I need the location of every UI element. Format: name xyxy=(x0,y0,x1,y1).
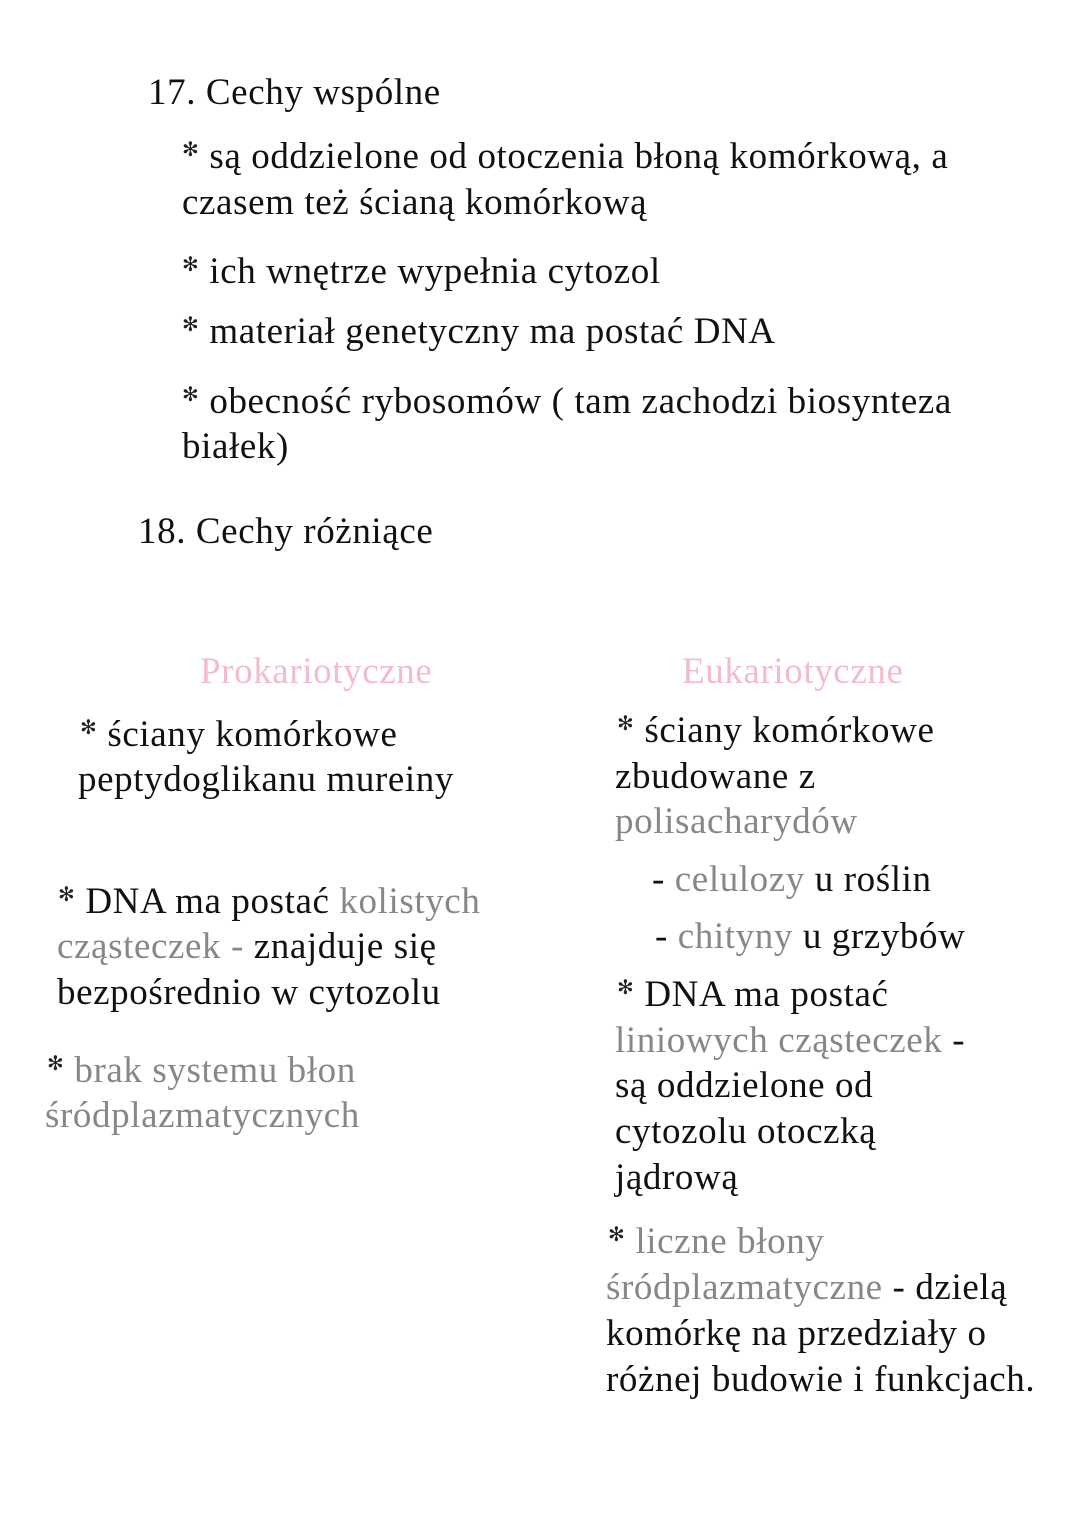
euk-item-1-sub-2 xyxy=(655,914,965,960)
highlight: kolistych xyxy=(339,881,481,922)
common-item-1-line-1: ✻ są oddzielone od otoczenia błoną komórkową, a xyxy=(182,134,948,185)
euk-item-2-line-4: cytozolu otoczką xyxy=(615,1111,877,1152)
highlight: liniowych cząsteczek xyxy=(615,1020,943,1061)
euk-item-1-sub-1 xyxy=(652,857,932,903)
prok-item-2-line-3: bezpośrednio w cytozolu xyxy=(57,972,441,1013)
prok-item-1-line-1: ✻ ściany komórkowe xyxy=(80,712,397,763)
highlight: chityny xyxy=(677,916,793,957)
euk-item-2-line-1: ✻ DNA ma postać xyxy=(617,972,889,1023)
euk-item-3-line-2 xyxy=(606,1265,1007,1311)
highlight: cząsteczek - xyxy=(57,926,244,967)
eukaryotic-title: Eukariotyczne xyxy=(682,651,904,692)
text: DNA ma postać xyxy=(85,881,340,922)
euk-item-2-line-2 xyxy=(615,1018,965,1064)
prokaryotic-title: Prokariotyczne xyxy=(200,651,433,692)
text: - xyxy=(942,1020,966,1061)
heading-differing: 18. Cechy różniące xyxy=(138,511,434,552)
common-item-2: ✻ ich wnętrze wypełnia cytozol xyxy=(182,249,661,300)
euk-item-1-line-3: polisacharydów xyxy=(615,801,858,842)
prok-item-2-line-1 xyxy=(58,879,480,930)
highlight: śródplazmatyczne xyxy=(606,1267,883,1308)
prok-item-1-line-2: peptydoglikanu mureiny xyxy=(78,759,454,800)
dash: - xyxy=(652,859,675,900)
euk-item-3-line-4: różnej budowie i funkcjach. xyxy=(606,1359,1036,1400)
highlight: celulozy xyxy=(674,859,805,900)
heading-common: 17. Cechy wspólne xyxy=(148,72,441,113)
text: - dzielą xyxy=(882,1267,1008,1308)
euk-item-1-line-2: zbudowane z xyxy=(615,756,816,797)
common-item-4-line-2: białek) xyxy=(182,426,289,467)
dash: - xyxy=(655,916,678,957)
prok-item-2-line-2 xyxy=(57,924,437,970)
text: znajduje się xyxy=(243,926,437,967)
euk-item-3-line-1: ✻ liczne błony xyxy=(608,1219,824,1270)
common-item-4-line-1: ✻ obecność rybosomów ( tam zachodzi biosynteza xyxy=(182,379,952,430)
prok-item-3-line-1: ✻ brak systemu błon xyxy=(47,1048,356,1099)
euk-item-3-line-3: komórkę na przedziały o xyxy=(606,1313,987,1354)
euk-item-2-line-3: są oddzielone od xyxy=(615,1065,874,1106)
euk-item-1-line-1: ✻ ściany komórkowe xyxy=(617,708,934,759)
euk-item-2-line-5: jądrową xyxy=(615,1157,739,1198)
common-item-3: ✻ materiał genetyczny ma postać DNA xyxy=(182,309,776,360)
common-item-1-line-2: czasem też ścianą komórkową xyxy=(182,182,648,223)
text: u roślin xyxy=(804,859,932,900)
prok-item-3-line-2: śródplazmatycznych xyxy=(45,1095,360,1136)
text: u grzybów xyxy=(792,916,966,957)
